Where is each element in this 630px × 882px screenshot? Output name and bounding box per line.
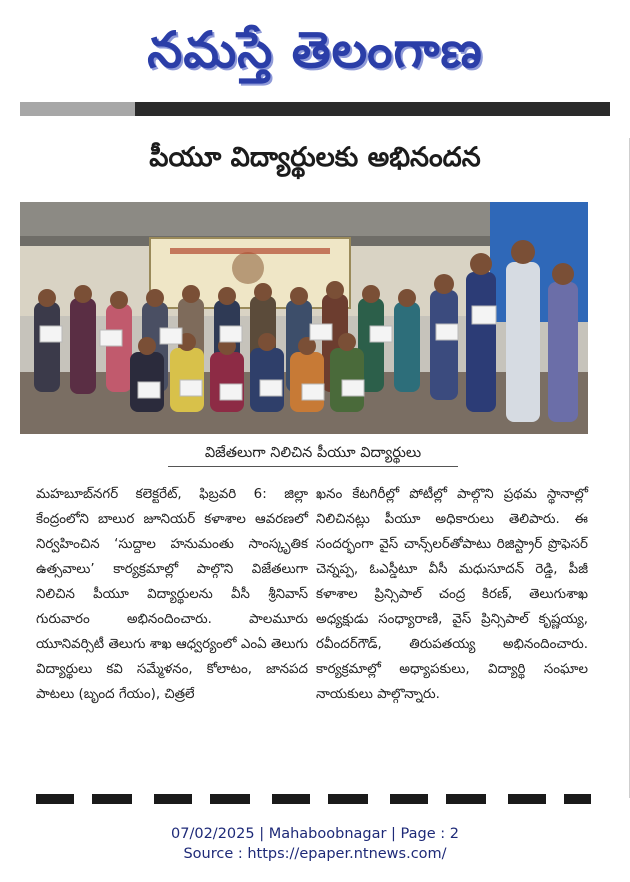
article-headline: పీయూ విద్యార్థులకు అభినందన: [149, 142, 481, 173]
article-body-column-right: ఖనం కేటగిరీల్లో పోటీల్లో పాల్గొని ప్రథమ స్థానాల్లో నిలిచినట్లు పీయూ అధికారులు తెలిపారు. ఈ సందర్భంగా వైస్ చాన్స్‌లర్‌తోపాటు రిజిస్ట్రార్ ప్రొఫెసర్ చెన్నప్ప, ఓఎస్డీటూ వీసీ మధుసూదన్ రెడ్డి, పీజీ కళాశాల ప్రిన్సిపాల్ చంద్ర కిరణ్, తెలుగుశాఖ అధ్యక్షుడు సంధ్యారాణి, వైస్ ప్రిన్సిపాల్ కృష్ణయ్య, రవీందర్‌గౌడ్, తిరుపతయ్య అభినందించారు. కార్యక్రమాల్లో అధ్యాపకులు, విద్యార్థి సంఘాల నాయకులు పాల్గొన్నారు.: [316, 487, 588, 702]
footer-date-line: 07/02/2025 | Mahaboobnagar | Page : 2: [171, 826, 459, 842]
article-body-column-left: మహబూబ్‌నగర్ కలెక్టరేట్, ఫిబ్రవరి 6: జిల్లా కేంద్రంలోని బాలుర జూనియర్ కళాశాల ఆవరణలో నిర్వహించిన ‘సుద్దాల హనుమంతు సాంస్కృతిక ఉత్సవాలు’ కార్యక్రమాల్లో పాల్గొని విజేతలుగా నిలిచిన పీయూ విద్యార్థులను వీసీ శ్రీనివాస్ గురువారం అభినందించారు. పాలమూరు యూనివర్సిటీ తెలుగు శాఖ ఆధ్వర్యంలో ఎంఏ తెలుగు విద్యార్థులు కవి సమ్మేళనం, కోలాటం, జానపద పాటలు (బృంద గేయం), చిత్రలే: [36, 487, 308, 702]
newspaper-masthead: [20, 4, 610, 96]
article-photo: [20, 202, 588, 434]
next-article-headline-fragment: [36, 794, 591, 804]
masthead-rule-dark: [135, 102, 610, 116]
group-photo-illustration: [20, 202, 588, 434]
photo-caption: విజేతలుగా నిలిచిన పీయూ విద్యార్థులు: [168, 440, 458, 467]
masthead-title: నమస్తే తెలంగాణ: [147, 20, 483, 79]
masthead-rule-grey: [20, 102, 135, 116]
footer-source-line: Source : https://epaper.ntnews.com/: [183, 846, 447, 862]
